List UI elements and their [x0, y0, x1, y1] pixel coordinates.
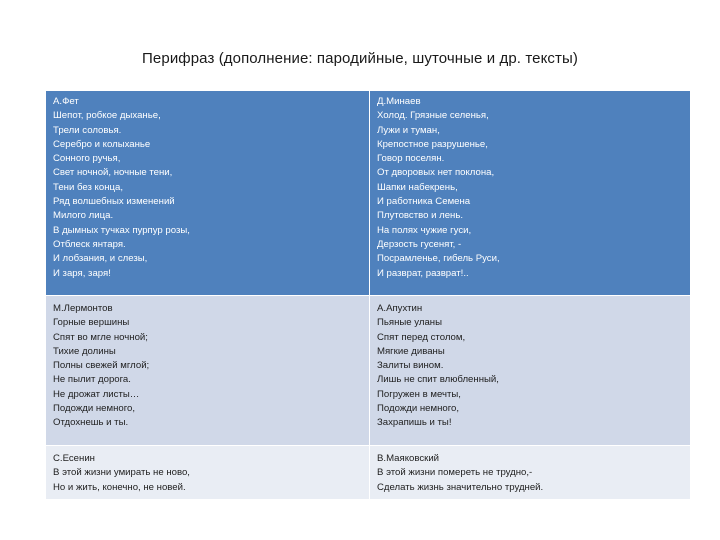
original-poem-cell	[46, 91, 370, 296]
parody-poem-cell	[370, 91, 691, 296]
poem-line: Лужи и туман,	[377, 124, 440, 136]
poem-line: Милого лица.	[53, 210, 114, 222]
poem-line: Сонного ручья,	[53, 153, 121, 165]
poem-lines	[53, 95, 362, 281]
poem-line: Лишь не спит влюбленный,	[377, 374, 499, 386]
poem-line: Холод. Грязные селенья,	[377, 110, 489, 122]
parody-poem-cell	[370, 446, 691, 500]
poem-line: И заря, заря!	[53, 267, 111, 279]
table-row	[46, 446, 691, 500]
poem-lines	[377, 302, 683, 431]
poem-lines	[53, 302, 362, 431]
poem-line: Тени без конца,	[53, 181, 123, 193]
poem-line: Шапки набекрень,	[377, 181, 458, 193]
poem-line: Но и жить, конечно, не новей.	[53, 481, 186, 493]
poem-line: Не дрожат листы…	[53, 388, 140, 400]
poem-line: Захрапишь и ты!	[377, 417, 452, 429]
original-poem-cell	[46, 296, 370, 446]
poem-line: Отблеск янтаря.	[53, 238, 126, 250]
poem-line: Спят во мгле ночной;	[53, 331, 148, 343]
poem-line: Крепостное разрушенье,	[377, 138, 488, 150]
table-row	[46, 91, 691, 296]
poem-line: Отдохнешь и ты.	[53, 417, 129, 429]
poem-author: А.Фет	[53, 96, 79, 107]
poem-line: На полях чужие гуси,	[377, 224, 472, 236]
poem-line: Шепот, робкое дыханье,	[53, 110, 161, 122]
poem-line: Мягкие диваны	[377, 345, 445, 357]
poem-line: Погружен в мечты,	[377, 388, 461, 400]
poem-line: И лобзания, и слезы,	[53, 253, 148, 265]
poem-author: С.Есенин	[53, 453, 95, 464]
poem-line: Не пылит дорога.	[53, 374, 131, 386]
poem-line: Плутовство и лень.	[377, 210, 464, 222]
original-poem-cell	[46, 446, 370, 500]
poem-author: М.Лермонтов	[53, 303, 113, 314]
poem-line: Горные вершины	[53, 317, 130, 329]
slide-title: Перифраз (дополнение: пародийные, шуточные и др. тексты)	[142, 50, 578, 67]
poem-line: Говор поселян.	[377, 153, 445, 165]
poem-line: Сделать жизнь значительно трудней.	[377, 481, 544, 493]
poem-line: Дерзость гусенят, -	[377, 238, 462, 250]
poem-line: Серебро и колыханье	[53, 138, 151, 150]
poem-line: Свет ночной, ночные тени,	[53, 167, 173, 179]
poem-line: И разврат, разврат!..	[377, 267, 469, 279]
poem-line: Тихие долины	[53, 345, 116, 357]
poem-line: В этой жизни умирать не ново,	[53, 467, 190, 479]
poem-line: Ряд волшебных изменений	[53, 196, 175, 208]
parody-poem-cell	[370, 296, 691, 446]
poem-line: Подожди немного,	[377, 403, 460, 415]
poem-line: Спят перед столом,	[377, 331, 466, 343]
poem-line: Подожди немного,	[53, 403, 136, 415]
poem-line: В дымных тучках пурпур розы,	[53, 224, 190, 236]
poem-author: В.Маяковский	[377, 453, 440, 464]
poem-line: Залиты вином.	[377, 360, 444, 372]
poem-lines	[377, 95, 683, 281]
poem-line: Трели соловья.	[53, 124, 122, 136]
poem-line: Посрамленье, гибель Руси,	[377, 253, 500, 265]
poem-line: В этой жизни помереть не трудно,-	[377, 467, 533, 479]
poem-author: А.Апухтин	[377, 303, 423, 314]
poem-author: Д.Минаев	[377, 96, 421, 107]
poem-line: Полны свежей мглой;	[53, 360, 150, 372]
poem-line: И работника Семена	[377, 196, 471, 208]
poem-lines	[377, 452, 683, 495]
comparison-table	[45, 90, 691, 500]
poem-lines	[53, 452, 362, 495]
table-row	[46, 296, 691, 446]
poem-line: От дворовых нет поклона,	[377, 167, 495, 179]
poem-line: Пьяные уланы	[377, 317, 442, 329]
